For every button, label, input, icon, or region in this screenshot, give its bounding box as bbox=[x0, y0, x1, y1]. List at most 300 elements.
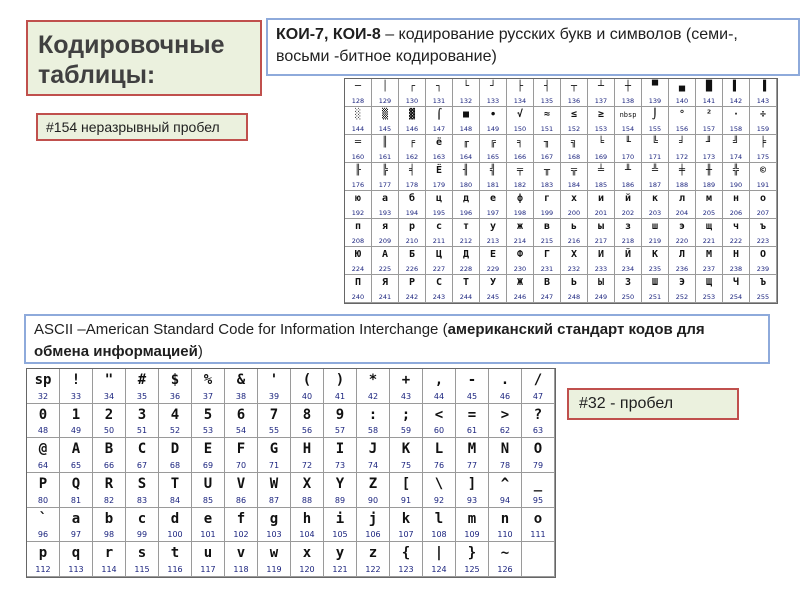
cell-character: ▄ bbox=[678, 81, 686, 92]
code-table-cell bbox=[480, 191, 507, 219]
cell-code: 122 bbox=[365, 565, 381, 574]
cell-code: 243 bbox=[432, 293, 446, 301]
cell-code: 245 bbox=[486, 293, 500, 301]
code-table-cell bbox=[426, 275, 453, 303]
cell-character: А bbox=[381, 249, 389, 260]
cell-code: 102 bbox=[233, 530, 249, 540]
cell-code: 163 bbox=[432, 153, 446, 161]
cell-code: 198 bbox=[513, 209, 527, 217]
code-table-cell bbox=[159, 438, 192, 473]
cell-code: 204 bbox=[675, 209, 689, 217]
cell-code: 65 bbox=[70, 461, 82, 470]
cell-character: ■ bbox=[462, 109, 470, 120]
cell-character: x bbox=[302, 545, 312, 562]
cell-code: 187 bbox=[648, 181, 662, 189]
code-table-cell bbox=[489, 542, 522, 577]
code-table-cell bbox=[489, 404, 522, 439]
cell-code: 39 bbox=[268, 391, 280, 401]
code-table-cell bbox=[588, 247, 615, 275]
code-table-cell bbox=[93, 508, 126, 543]
cell-code: 248 bbox=[567, 293, 581, 301]
cell-code: 67 bbox=[136, 461, 148, 470]
code-table-cell bbox=[93, 438, 126, 473]
code-table-cell bbox=[534, 275, 561, 303]
cell-character: Z bbox=[368, 476, 378, 492]
code-table-cell bbox=[357, 508, 390, 543]
code-table-cell bbox=[456, 473, 489, 508]
cell-character: ╬ bbox=[732, 165, 740, 176]
code-table-cell bbox=[93, 404, 126, 439]
cell-code: 194 bbox=[405, 209, 419, 217]
code-table-cell bbox=[588, 219, 615, 247]
cell-character: < bbox=[434, 406, 444, 423]
code-table-cell bbox=[390, 438, 423, 473]
cell-character: │ bbox=[381, 81, 389, 92]
code-table-cell bbox=[225, 404, 258, 439]
cell-character: ╜ bbox=[705, 137, 713, 148]
code-table-cell bbox=[345, 107, 372, 135]
cell-character: ы bbox=[597, 221, 605, 232]
cell-character: / bbox=[533, 372, 543, 388]
cell-character: Ц bbox=[435, 249, 443, 260]
cell-character: Д bbox=[462, 249, 470, 260]
cell-character: К bbox=[651, 249, 659, 260]
code-table-cell bbox=[534, 163, 561, 191]
cell-character: E bbox=[203, 441, 213, 458]
cell-code: 220 bbox=[675, 237, 689, 245]
cell-code: 60 bbox=[433, 426, 445, 436]
cell-character: z bbox=[368, 545, 378, 562]
cell-character: S bbox=[137, 476, 147, 492]
code-table-cell bbox=[453, 79, 480, 107]
code-table-cell bbox=[60, 508, 93, 543]
code-table-cell bbox=[426, 191, 453, 219]
code-table-cell bbox=[507, 191, 534, 219]
cell-code: 190 bbox=[729, 181, 743, 189]
code-table-cell bbox=[615, 79, 642, 107]
cell-code: 156 bbox=[675, 125, 689, 133]
code-table-cell bbox=[456, 542, 489, 577]
cell-code: 215 bbox=[540, 237, 554, 245]
cell-character: с bbox=[435, 221, 443, 232]
cell-code: 53 bbox=[202, 426, 214, 436]
cell-code: 45 bbox=[466, 391, 478, 401]
cell-character: 4 bbox=[170, 406, 180, 423]
code-table-cell bbox=[750, 163, 777, 191]
cell-character: Й bbox=[624, 249, 632, 260]
code-table-cell bbox=[372, 107, 399, 135]
code-table-cell bbox=[642, 247, 669, 275]
cell-code: 129 bbox=[378, 97, 392, 105]
ascii-close-paren: ) bbox=[197, 343, 203, 360]
cell-code: 106 bbox=[365, 530, 381, 540]
cell-character: 2 bbox=[104, 406, 114, 423]
cell-code: 69 bbox=[202, 461, 214, 470]
cell-character: W bbox=[269, 476, 279, 492]
code-table-cell bbox=[159, 473, 192, 508]
cell-code: 189 bbox=[702, 181, 716, 189]
cell-code: 54 bbox=[235, 426, 247, 436]
cell-code: 137 bbox=[594, 97, 608, 105]
cell-character: 9 bbox=[335, 406, 345, 423]
cell-character: п bbox=[354, 221, 362, 232]
code-table-cell bbox=[534, 107, 561, 135]
cell-code: 222 bbox=[729, 237, 743, 245]
cell-code: 104 bbox=[299, 530, 315, 540]
cell-code: 134 bbox=[513, 97, 527, 105]
cell-character: ┐ bbox=[435, 81, 443, 92]
cell-code: 165 bbox=[486, 153, 500, 161]
cell-code: 47 bbox=[532, 391, 544, 401]
cell-code: 237 bbox=[702, 265, 716, 273]
code-table-cell bbox=[561, 107, 588, 135]
cell-code: 32 bbox=[37, 391, 49, 401]
code-table-cell bbox=[696, 163, 723, 191]
cell-character: K bbox=[401, 441, 411, 458]
cell-code: 130 bbox=[405, 97, 419, 105]
code-table-cell bbox=[507, 163, 534, 191]
slide-title-line2: таблицы: bbox=[38, 61, 156, 89]
code-table-cell bbox=[642, 191, 669, 219]
code-table-cell bbox=[225, 438, 258, 473]
cell-code: 167 bbox=[540, 153, 554, 161]
cell-character: н bbox=[732, 193, 740, 204]
code-table-cell bbox=[372, 219, 399, 247]
code-table-cell bbox=[192, 473, 225, 508]
cell-code: 223 bbox=[756, 237, 770, 245]
cell-character: v bbox=[236, 545, 246, 562]
code-table-cell bbox=[561, 135, 588, 163]
cell-character: N bbox=[500, 441, 510, 458]
code-table-cell bbox=[507, 247, 534, 275]
cell-code: 98 bbox=[103, 530, 115, 540]
code-table-cell bbox=[456, 508, 489, 543]
cell-code: 253 bbox=[702, 293, 716, 301]
cell-code: 43 bbox=[400, 391, 412, 401]
code-table-cell bbox=[345, 275, 372, 303]
code-table-cell bbox=[750, 135, 777, 163]
code-table-cell bbox=[489, 473, 522, 508]
cell-code: 133 bbox=[486, 97, 500, 105]
cell-character: И bbox=[597, 249, 605, 260]
cell-character: H bbox=[302, 441, 312, 458]
cell-character: ╙ bbox=[624, 137, 632, 148]
cell-code: 132 bbox=[459, 97, 473, 105]
cell-code: 35 bbox=[136, 391, 148, 401]
cell-character: ┼ bbox=[624, 81, 632, 92]
code-table-cell bbox=[642, 79, 669, 107]
cell-code: 188 bbox=[675, 181, 689, 189]
code-table-cell bbox=[357, 542, 390, 577]
code-table-cell bbox=[522, 473, 555, 508]
cell-code: 41 bbox=[334, 391, 346, 401]
code-table-cell bbox=[291, 404, 324, 439]
cell-code: 46 bbox=[499, 391, 511, 401]
space-note: #32 - пробел bbox=[567, 388, 739, 420]
code-table-cell bbox=[480, 135, 507, 163]
cell-character: Щ bbox=[705, 277, 713, 288]
code-table-cell bbox=[723, 107, 750, 135]
ascii-russian-translation: американский стандарт кодов для обмена информацией bbox=[34, 321, 705, 360]
code-table-cell bbox=[60, 404, 93, 439]
code-table-cell bbox=[258, 438, 291, 473]
code-table-cell bbox=[696, 79, 723, 107]
code-table-cell bbox=[723, 247, 750, 275]
cell-code: 238 bbox=[729, 265, 743, 273]
cell-code: 128 bbox=[351, 97, 365, 105]
cell-character: 0 bbox=[38, 406, 48, 423]
code-table-cell bbox=[615, 107, 642, 135]
code-table-cell bbox=[345, 79, 372, 107]
cell-code: 72 bbox=[301, 461, 313, 470]
cell-code: 207 bbox=[756, 209, 770, 217]
cell-code: 114 bbox=[101, 565, 117, 574]
code-table-cell bbox=[159, 542, 192, 577]
cell-character: ; bbox=[401, 406, 411, 423]
code-table-cell bbox=[615, 163, 642, 191]
cell-character: ь bbox=[570, 221, 578, 232]
cell-character: i bbox=[335, 510, 345, 527]
cell-code: 96 bbox=[37, 530, 49, 540]
code-table-cell bbox=[345, 191, 372, 219]
cell-character: ╤ bbox=[516, 165, 524, 176]
cell-character: ⌡ bbox=[651, 109, 659, 120]
code-table-cell bbox=[372, 275, 399, 303]
cell-character: j bbox=[368, 510, 378, 527]
cell-character: д bbox=[462, 193, 470, 204]
code-table-cell bbox=[390, 508, 423, 543]
cell-character: √ bbox=[516, 109, 524, 120]
cell-code: 125 bbox=[464, 565, 480, 574]
code-table-cell bbox=[399, 275, 426, 303]
cell-character: ╗ bbox=[570, 137, 578, 148]
cell-code: 174 bbox=[729, 153, 743, 161]
cell-code: 81 bbox=[70, 495, 82, 505]
cell-code: 58 bbox=[367, 426, 379, 436]
cell-code: 229 bbox=[486, 265, 500, 273]
cell-code: 107 bbox=[398, 530, 414, 540]
code-table-cell bbox=[507, 219, 534, 247]
cell-code: 212 bbox=[459, 237, 473, 245]
cell-character: я bbox=[381, 221, 389, 232]
code-table-cell bbox=[258, 369, 291, 404]
cell-character: + bbox=[401, 372, 411, 388]
code-table-cell bbox=[561, 219, 588, 247]
cell-character: g bbox=[269, 510, 279, 527]
cell-code: 147 bbox=[432, 125, 446, 133]
cell-character: n bbox=[500, 510, 510, 527]
cell-character: t bbox=[170, 545, 180, 562]
cell-code: 201 bbox=[594, 209, 608, 217]
cell-code: 199 bbox=[540, 209, 554, 217]
cell-character: a bbox=[71, 510, 81, 527]
cell-character: й bbox=[624, 193, 632, 204]
cell-code: 136 bbox=[567, 97, 581, 105]
code-table-cell bbox=[324, 404, 357, 439]
code-table-cell bbox=[324, 508, 357, 543]
code-table-cell bbox=[357, 473, 390, 508]
code-table-cell bbox=[345, 163, 372, 191]
code-table-cell bbox=[192, 542, 225, 577]
cell-code: 139 bbox=[648, 97, 662, 105]
cell-code: 66 bbox=[103, 461, 115, 470]
cell-code: 205 bbox=[702, 209, 716, 217]
cell-code: 71 bbox=[268, 461, 280, 470]
code-table-cell bbox=[507, 79, 534, 107]
cell-code: 48 bbox=[37, 426, 49, 436]
cell-character: O bbox=[533, 441, 543, 458]
cell-character: р bbox=[408, 221, 416, 232]
cell-character: # bbox=[137, 372, 147, 388]
code-table-cell bbox=[126, 473, 159, 508]
cell-code: 168 bbox=[567, 153, 581, 161]
code-table-cell bbox=[126, 542, 159, 577]
cell-character: : bbox=[368, 406, 378, 423]
code-table-cell bbox=[372, 79, 399, 107]
cell-code: 87 bbox=[268, 495, 280, 505]
cell-character: т bbox=[462, 221, 470, 232]
cell-code: 241 bbox=[378, 293, 392, 301]
cell-code: 117 bbox=[200, 565, 216, 574]
cell-character: м bbox=[705, 193, 713, 204]
cell-character: З bbox=[624, 277, 632, 288]
cell-character: Q bbox=[71, 476, 81, 492]
code-table-cell bbox=[399, 191, 426, 219]
cell-code: 146 bbox=[405, 125, 419, 133]
ascii-expansion: –American Standard Code for Information Interchange ( bbox=[73, 321, 448, 338]
cell-code: 80 bbox=[37, 495, 49, 505]
cell-character: в bbox=[543, 221, 551, 232]
cell-character: ] bbox=[467, 476, 477, 492]
cell-character: ^ bbox=[500, 476, 510, 492]
cell-character: Ч bbox=[732, 277, 740, 288]
cell-code: 94 bbox=[499, 495, 511, 505]
cell-character: ╫ bbox=[705, 165, 713, 176]
cell-character: ш bbox=[651, 221, 659, 232]
cell-character: h bbox=[302, 510, 312, 527]
code-table-cell bbox=[534, 247, 561, 275]
code-table-cell bbox=[60, 438, 93, 473]
code-table-cell bbox=[723, 79, 750, 107]
code-table-cell bbox=[480, 163, 507, 191]
cell-code: 183 bbox=[540, 181, 554, 189]
code-table-cell bbox=[534, 135, 561, 163]
code-table-cell bbox=[588, 191, 615, 219]
nbsp-note: #154 неразрывный пробел bbox=[36, 113, 248, 141]
ascii-code-table bbox=[26, 368, 556, 578]
code-table-cell bbox=[522, 542, 555, 577]
code-table-cell bbox=[534, 219, 561, 247]
cell-character: ╡ bbox=[408, 165, 416, 176]
code-table-cell bbox=[345, 247, 372, 275]
code-table-cell bbox=[507, 275, 534, 303]
cell-character: ц bbox=[435, 193, 443, 204]
cell-character: е bbox=[489, 193, 497, 204]
cell-character: - bbox=[467, 372, 477, 388]
cell-character: _ bbox=[533, 476, 543, 492]
cell-code: 170 bbox=[621, 153, 635, 161]
cell-character: ≥ bbox=[597, 109, 605, 120]
cell-code: 192 bbox=[351, 209, 365, 217]
slide-title-box bbox=[26, 20, 262, 96]
cell-code: 38 bbox=[235, 391, 247, 401]
code-table-cell bbox=[126, 369, 159, 404]
cell-character: V bbox=[236, 476, 246, 492]
code-table-cell bbox=[642, 219, 669, 247]
cell-code: 161 bbox=[378, 153, 392, 161]
cell-character: Ф bbox=[516, 249, 524, 260]
cell-character: © bbox=[759, 165, 767, 176]
cell-code: 181 bbox=[486, 181, 500, 189]
cell-code: 103 bbox=[266, 530, 282, 540]
cell-code: 175 bbox=[756, 153, 770, 161]
cell-character: С bbox=[435, 277, 443, 288]
code-table-cell bbox=[390, 369, 423, 404]
cell-code: 73 bbox=[334, 461, 346, 470]
code-table-cell bbox=[291, 508, 324, 543]
code-table-cell bbox=[258, 542, 291, 577]
cell-code: 99 bbox=[136, 530, 148, 540]
cell-character: B bbox=[104, 441, 114, 458]
cell-code: 74 bbox=[367, 461, 379, 470]
cell-code: 250 bbox=[621, 293, 635, 301]
cell-character: ≈ bbox=[543, 109, 551, 120]
code-table-cell bbox=[93, 542, 126, 577]
cell-character: ╥ bbox=[543, 165, 551, 176]
cell-character: o bbox=[533, 510, 543, 527]
cell-code: 232 bbox=[567, 265, 581, 273]
cell-code: 254 bbox=[729, 293, 743, 301]
cell-character: [ bbox=[401, 476, 411, 492]
code-table-cell bbox=[696, 191, 723, 219]
cell-code: 119 bbox=[266, 565, 282, 574]
code-table-cell bbox=[669, 191, 696, 219]
cell-code: 179 bbox=[432, 181, 446, 189]
code-table-cell bbox=[561, 79, 588, 107]
cell-code: 141 bbox=[702, 97, 716, 105]
cell-code: 135 bbox=[540, 97, 554, 105]
cell-code: 180 bbox=[459, 181, 473, 189]
code-table-cell bbox=[390, 404, 423, 439]
code-table-cell bbox=[456, 404, 489, 439]
code-table-cell bbox=[93, 369, 126, 404]
cell-code: 203 bbox=[648, 209, 662, 217]
cell-code: 111 bbox=[530, 530, 546, 540]
code-table-cell bbox=[372, 163, 399, 191]
code-table-cell bbox=[27, 404, 60, 439]
cell-character: G bbox=[269, 441, 279, 458]
code-table-cell bbox=[669, 79, 696, 107]
code-table-cell bbox=[480, 275, 507, 303]
code-table-cell bbox=[522, 508, 555, 543]
cell-code: 37 bbox=[202, 391, 214, 401]
code-table-cell bbox=[324, 438, 357, 473]
cell-code: 108 bbox=[431, 530, 447, 540]
code-table-cell bbox=[27, 542, 60, 577]
code-table-cell bbox=[453, 163, 480, 191]
cell-character: Ш bbox=[651, 277, 659, 288]
code-table-cell bbox=[357, 404, 390, 439]
cell-character: ╠ bbox=[381, 165, 389, 176]
code-table-cell bbox=[489, 508, 522, 543]
cell-code: 251 bbox=[648, 293, 662, 301]
cell-character: ! bbox=[71, 372, 81, 388]
cell-character: @ bbox=[38, 441, 48, 458]
cell-character: ╔ bbox=[489, 137, 497, 148]
cell-character: l bbox=[434, 510, 444, 527]
cell-character: В bbox=[543, 277, 551, 288]
cell-character: * bbox=[368, 372, 378, 388]
